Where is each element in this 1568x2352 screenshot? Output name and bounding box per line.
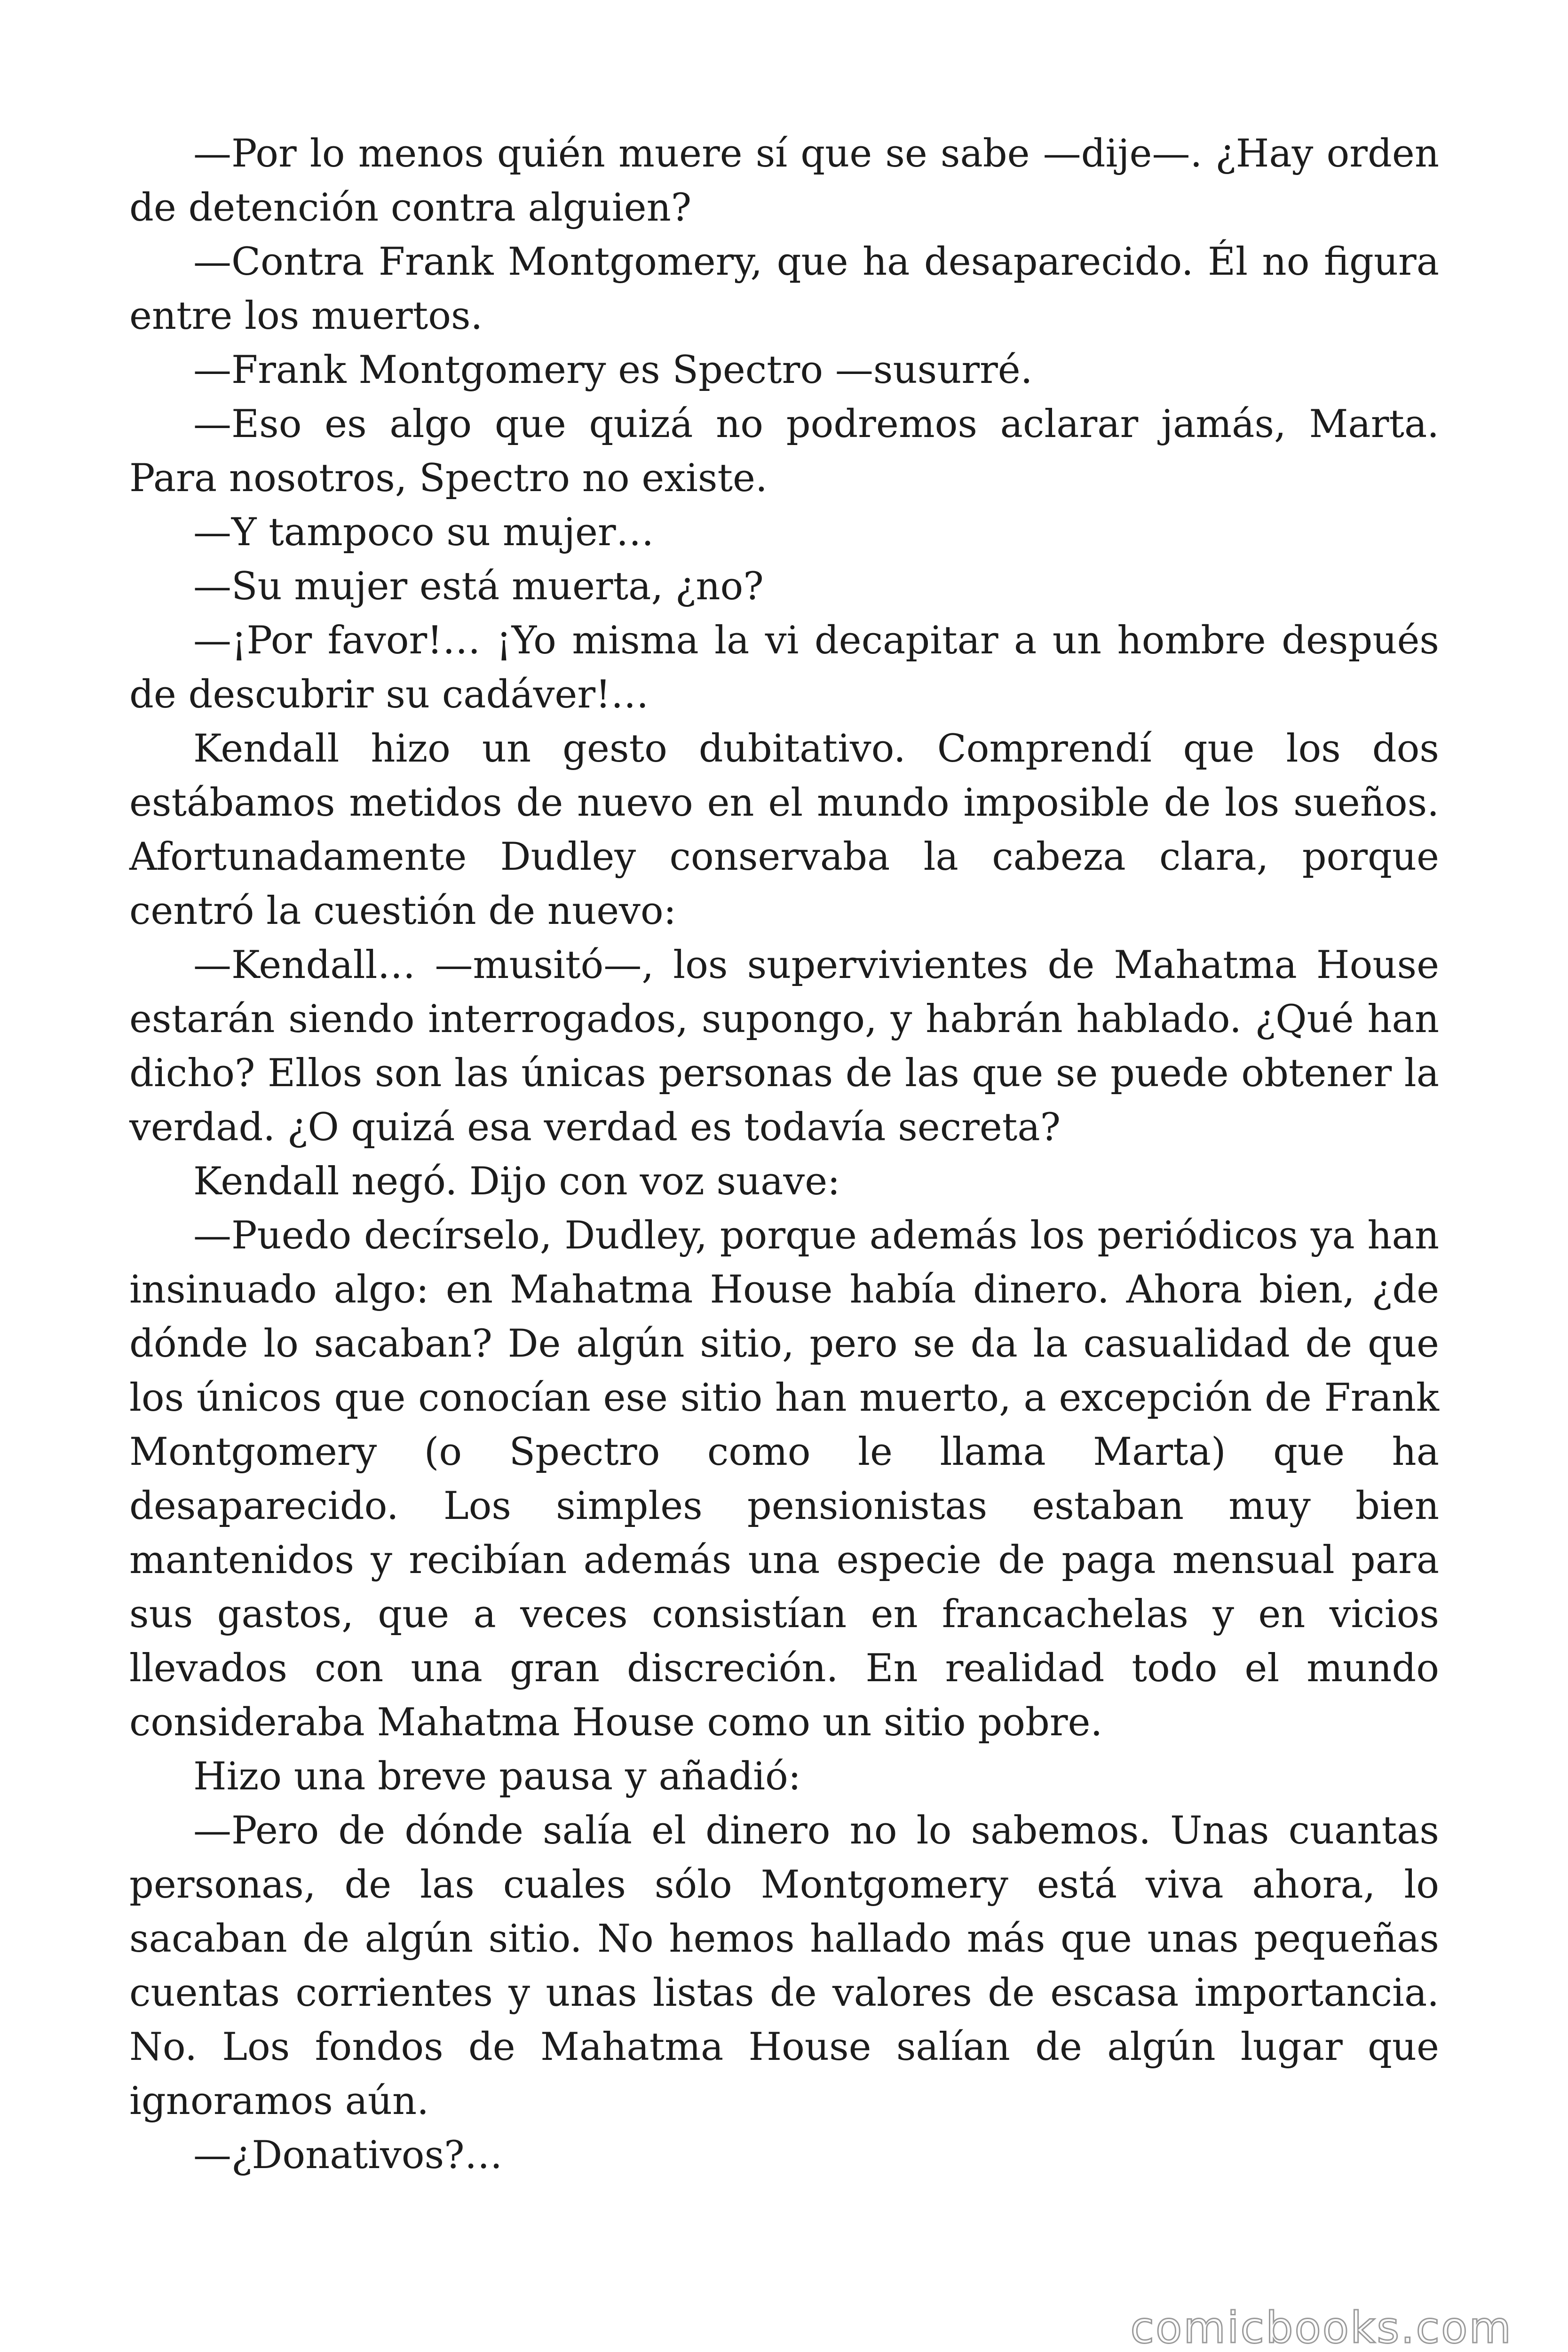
paragraph: Hizo una breve pausa y añadió: [193, 1755, 801, 1799]
watermark: comicbooks.com [1130, 2303, 1513, 2352]
paragraph: —¡Por favor!… ¡Yo misma la vi decapitar a un hombre después de descubrir su cadáver!… [129, 619, 1439, 717]
paragraph: —Puedo decírselo, Dudley, porque además los periódicos ya han insinuado algo: en Mahatma House había dinero. Ahora bien, ¿de dónde lo sacaban? De algún sitio, pero se da la casualidad de que los únicos que conocían ese sitio han muerto, a excepción de Frank Montgomery (o Spectro como le llama Marta) que ha desaparecido. Los simples pensionistas estaban muy bien mantenidos y recibían además una especie de paga mensual para sus gastos, que a veces consistían en francachelas y en vicios llevados con una gran discreción. En realidad todo el mundo consideraba Mahatma House como un sitio pobre. [129, 1214, 1439, 1745]
paragraph: —Y tampoco su mujer… [193, 510, 654, 555]
paragraph: —Frank Montgomery es Spectro —susurré. [193, 348, 1033, 392]
book-page-text [129, 127, 1439, 2183]
paragraph: Kendall negó. Dijo con voz suave: [193, 1160, 840, 1204]
paragraph: —Contra Frank Montgomery, que ha desaparecido. Él no figura entre los muertos. [129, 240, 1439, 338]
paragraph: —Kendall… —musitó—, los supervivientes de Mahatma House estarán siendo interrogados, supongo, y habrán hablado. ¿Qué han dicho? Ellos son las únicas personas de las que se puede obtener la verdad. ¿O quizá esa verdad es todavía secreta? [129, 943, 1439, 1150]
paragraph: Kendall hizo un gesto dubitativo. Comprendí que los dos estábamos metidos de nuevo en el mundo imposible de los sueños. Afortunadamente Dudley conservaba la cabeza clara, porque centró la cuestión de nuevo: [129, 727, 1439, 933]
paragraph: —Su mujer está muerta, ¿no? [193, 564, 764, 609]
paragraph: —Eso es algo que quizá no podremos aclarar jamás, Marta. Para nosotros, Spectro no existe. [129, 402, 1439, 501]
paragraph: —¿Donativos?… [193, 2133, 503, 2177]
paragraph: —Por lo menos quién muere sí que se sabe —dije—. ¿Hay orden de detención contra alguien? [129, 132, 1439, 230]
paragraph: —Pero de dónde salía el dinero no lo sabemos. Unas cuantas personas, de las cuales sólo Montgomery está viva ahora, lo sacaban de algún sitio. No hemos hallado más que unas pequeñas cuentas corrientes y unas listas de valores de escasa importancia. No. Los fondos de Mahatma House salían de algún lugar que ignoramos aún. [129, 1809, 1439, 2123]
